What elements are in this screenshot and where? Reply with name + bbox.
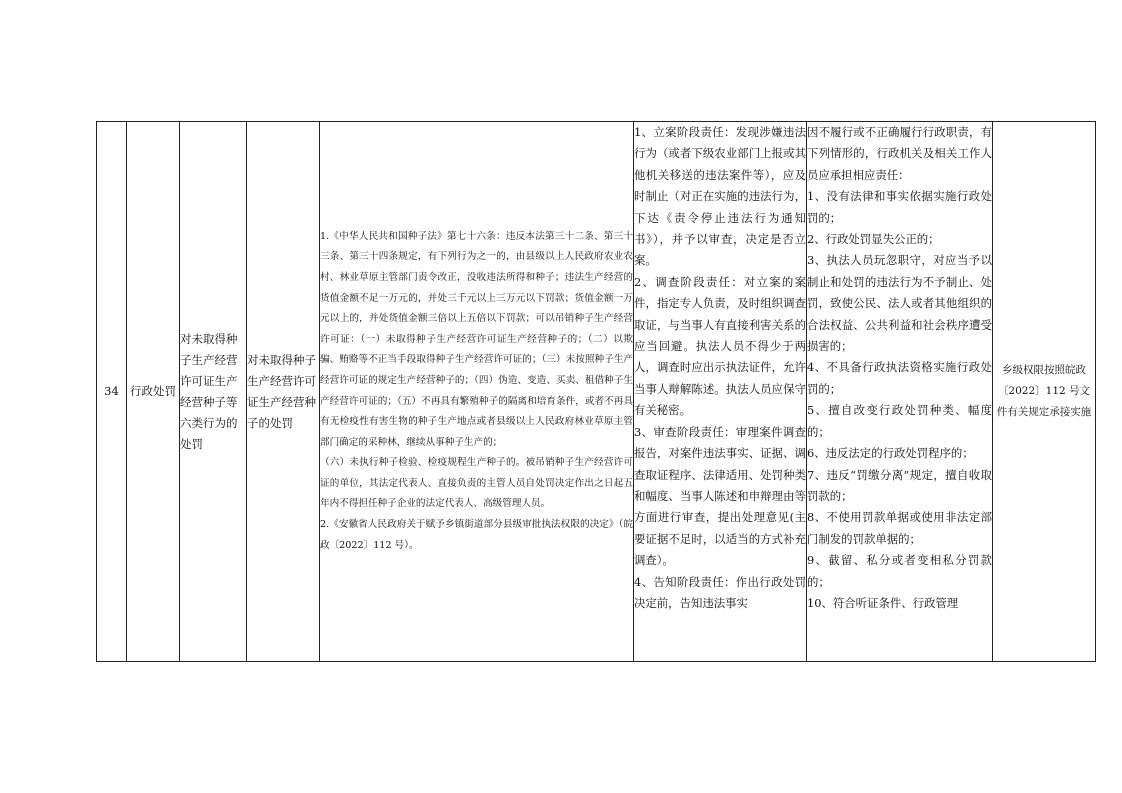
duty-paragraph: 2、调查阶段责任：对立案的案件，指定专人负责，及时组织调查取证，与当事人有直接利害关系的应当回避。执法人员不得少于两人，调查时应出示执法证件，允许当事人辩解陈述。执法人员应保守有关秘密。 — [634, 274, 806, 418]
remark-cell — [993, 122, 1096, 662]
sub-item-cell — [247, 122, 320, 662]
duty-cell — [634, 122, 807, 662]
sub-item-text: 对未取得种子生产经营许可证生产经营种子的处罚 — [247, 352, 316, 430]
accountability-paragraph: 6、违反法定的行政处罚程序的； — [807, 446, 974, 461]
duty-paragraph: 4、告知阶段责任：作出行政处罚决定前，告知违法事实 — [634, 574, 806, 610]
duty-paragraph: 1、立案阶段责任：发现涉嫌违法行为（或者下级农业部门上报或其他机关移送的违法案件等），应及时制止（对正在实施的违法行为，下达《责令停止违法行为通知书》），并予以审查，决定是否立案。 — [634, 125, 806, 268]
accountability-paragraph: 1、没有法律和事实依据实施行政处罚的； — [807, 189, 992, 225]
accountability-paragraph: 10、符合听证条件、行政管理 — [807, 595, 959, 610]
accountability-paragraph: 7、违反“罚缴分离”规定，擅自收取罚款的； — [807, 467, 992, 503]
legal-basis-cell — [320, 122, 634, 662]
basis-paragraph: 1.《中华人民共和国种子法》第七十六条：违反本法第三十二条、第三十三条、第三十四条规定，有下列行为之一的，由县级以上人民政府农业农村、林业草原主管部门责令改正，没收违法所得和种子；违法生产经营的货值金额不足一万元的，并处三千元以上三万元以下罚款；货值金额一万元以上的，并处货值金额三倍以上五倍以下罚款；可以吊销种子生产经营许可证：（一）未取得种子生产经营许可证生产经营种子的；（二）以欺骗、贿赂等不正当手段取得种子生产经营许可证的；（三）未按照种子生产经营许可证的规定生产经营种子的；（四）伪造、变造、买卖、租借种子生产经营许可证的；（五）不再具有繁殖种子的隔离和培育条件，或者不再具有无检疫性有害生物的种子生产地点或者县级以上人民政府林业草原主管部门确定的采种林，继续从事种子生产的； — [320, 230, 633, 448]
row-number — [97, 122, 127, 662]
row-number-text: 34 — [104, 384, 119, 398]
table-row — [97, 122, 1096, 662]
accountability-paragraph: 2、行政处罚显失公正的； — [807, 232, 940, 247]
basis-paragraph: （六）未执行种子检验、检疫规程生产种子的。被吊销种子生产经营许可证的单位，其法定代表人、直接负责的主管人员自处罚决定作出之日起五年内不得担任种子企业的法定代表人、高级管理人员。 — [320, 457, 633, 510]
accountability-paragraph: 5、擅自改变行政处罚种类、幅度的； — [807, 403, 992, 439]
accountability-paragraph: 9、截留、私分或者变相私分罚款的； — [807, 553, 992, 589]
category-cell — [127, 122, 180, 662]
accountability-cell — [807, 122, 993, 662]
responsibility-table — [96, 121, 1096, 662]
item-name-cell — [180, 122, 247, 662]
accountability-paragraph: 因不履行或不正确履行行政职责，有下列情形的，行政机关及相关工作人员应承担相应责任： — [807, 125, 992, 182]
category-text: 行政处罚 — [130, 384, 176, 398]
item-name-text: 对未取得种子生产经营许可证生产经营种子等六类行为的处罚 — [180, 331, 238, 451]
basis-paragraph: 2.《安徽省人民政府关于赋予乡镇街道部分县级审批执法权限的决定》（皖政〔2022〕112 号）。 — [320, 519, 633, 551]
accountability-paragraph: 4、不具备行政执法资格实施行政处罚的； — [807, 360, 992, 396]
duty-paragraph: 3、审查阶段责任：审理案件调查报告，对案件违法事实、证据、调查取证程序、法律适用、处罚种类和幅度、当事人陈述和申辩理由等方面进行审查，提出处理意见(主要证据不足时，以适当的方式补充调查）。 — [634, 424, 806, 568]
accountability-paragraph: 3、执法人员玩忽职守，对应当予以制止和处罚的违法行为不予制止、处罚，致使公民、法人或者其他组织的合法权益、公共利益和社会秩序遭受损害的； — [807, 253, 992, 354]
remark-text: 乡级权限按照皖政〔2022〕112 号文件有关规定承接实施 — [996, 364, 1092, 418]
accountability-paragraph: 8、不使用罚款单据或使用非法定部门制发的罚款单据的； — [807, 510, 992, 546]
